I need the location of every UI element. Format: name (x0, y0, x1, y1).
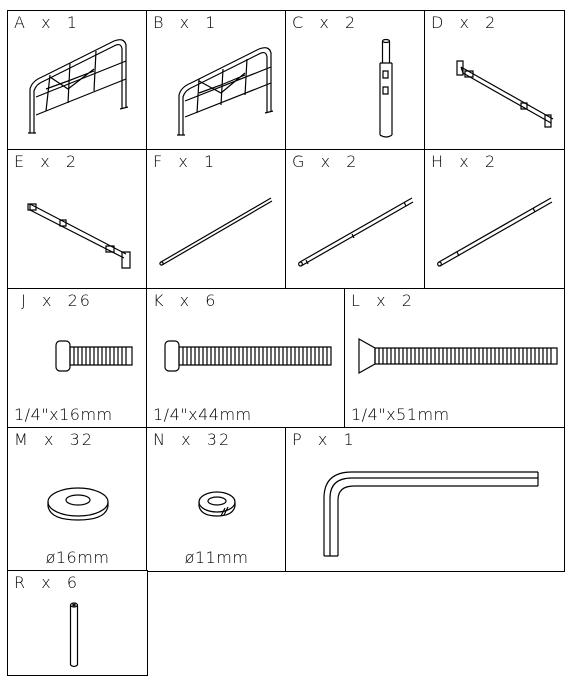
part-label-h: H x 2 (431, 152, 498, 171)
part-label-f: F x 1 (153, 152, 217, 171)
part-cell-p (285, 427, 565, 572)
cross-bar-g-drawing (286, 150, 427, 291)
part-cell-j (7, 288, 148, 429)
footboard-drawing (147, 11, 288, 152)
part-cell-m (7, 427, 148, 572)
part-size-m: ø16mm (45, 548, 110, 567)
side-rail-right-drawing (425, 11, 566, 152)
center-rod-drawing (147, 150, 288, 291)
part-cell-b (146, 10, 287, 151)
part-label-e: E x 2 (14, 152, 79, 171)
part-label-n: N x 32 (153, 430, 232, 449)
part-cell-c (285, 10, 426, 151)
part-cell-k (146, 288, 346, 429)
part-label-a: A x 1 (14, 13, 79, 32)
part-label-j: J x 26 (14, 291, 92, 310)
part-label-p: P x 1 (292, 430, 356, 449)
side-rail-left-drawing (8, 150, 149, 291)
part-cell-r (7, 570, 148, 676)
part-label-r: R x 6 (14, 573, 80, 592)
part-cell-d (424, 10, 565, 151)
part-label-c: C x 2 (292, 13, 358, 32)
part-label-l: L x 2 (351, 291, 414, 310)
part-label-m: M x 32 (14, 430, 94, 449)
part-label-k: K x 6 (153, 291, 218, 310)
part-cell-f (146, 149, 287, 290)
cross-bar-h-drawing (425, 150, 566, 291)
part-cell-l (344, 288, 565, 429)
part-cell-n (146, 427, 287, 572)
part-cell-h (424, 149, 565, 290)
part-cell-a (7, 10, 148, 151)
headboard-drawing (8, 11, 149, 152)
part-label-g: G x 2 (292, 152, 359, 171)
part-label-b: B x 1 (153, 13, 218, 32)
part-cell-g (285, 149, 426, 290)
part-size-k: 1/4"x44mm (153, 405, 252, 424)
part-cell-e (7, 149, 148, 290)
part-size-j: 1/4"x16mm (14, 405, 113, 424)
dowel-pin-drawing (8, 571, 149, 677)
leg-post-drawing (286, 11, 427, 152)
part-size-n: ø11mm (184, 548, 249, 567)
allen-key-drawing (286, 428, 566, 573)
part-size-l: 1/4"x51mm (351, 405, 450, 424)
part-label-d: D x 2 (431, 13, 498, 32)
